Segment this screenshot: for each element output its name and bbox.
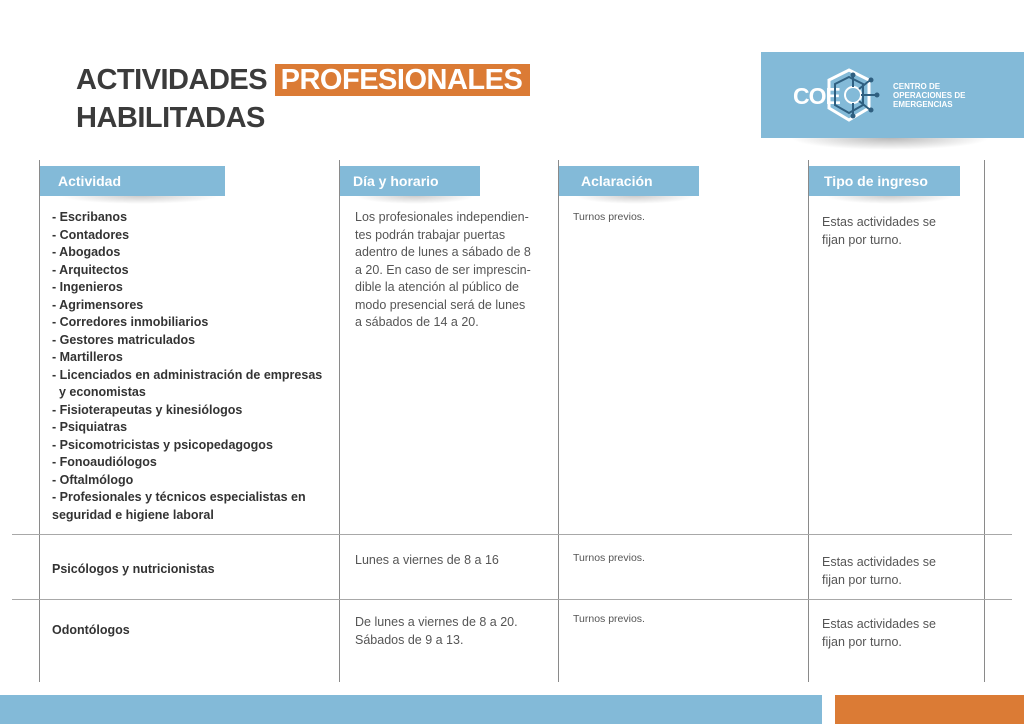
title-line2: HABILITADAS — [76, 102, 265, 134]
list-item: - Psicomotricistas y psicopedagogos — [52, 437, 273, 452]
list-item: - Profesionales y técnicos especialistas en — [52, 490, 306, 504]
page-title — [76, 62, 530, 138]
list-item: - Martilleros — [52, 350, 123, 364]
list-item: - Corredores inmobiliarios — [52, 315, 209, 329]
actividad-cell: Odontólogos — [52, 623, 130, 637]
actividad-list — [52, 209, 322, 524]
virus-shield-icon — [823, 68, 891, 124]
row-divider — [12, 534, 1012, 535]
dia-cell: De lunes a viernes de 8 a 20. Sábados de 9 a 13. — [355, 615, 518, 647]
list-item: - Abogados — [52, 245, 121, 259]
header-shadow — [825, 196, 955, 204]
list-item: - Agrimensores — [52, 297, 144, 312]
dia-cell: Lunes a viernes de 8 a 16 — [355, 553, 499, 567]
tipo-cell: Estas actividades se fijan por turno. — [822, 215, 936, 247]
header-actividad: Actividad — [40, 166, 225, 196]
list-item: - Escribanos — [52, 210, 128, 224]
footer-bar-orange — [835, 695, 1024, 724]
actividad-cell: Psicólogos y nutricionistas — [52, 562, 215, 576]
list-item: - Oftalmólogo — [52, 472, 134, 487]
list-item: - Licenciados en administración de empresas — [52, 367, 323, 382]
list-item: - Fisioterapeutas y kinesiólogos — [52, 402, 243, 417]
header-shadow — [575, 196, 695, 204]
header-aclaracion: Aclaración — [559, 166, 699, 196]
logo-mark: COE — [793, 83, 840, 109]
dia-cell: Los profesionales independien- tes podrán trabajar puertas adentro de lunes a sábado de 8 a 20. En caso de ser imprescin- dible la atención al público de modo presencial será de lunes a sábados de 14 a 20. — [355, 210, 531, 329]
header-shadow — [355, 196, 475, 204]
tipo-cell: Estas actividades se fijan por turno. — [822, 617, 936, 649]
logo-shadow — [790, 138, 990, 150]
col-divider — [558, 160, 559, 682]
row-divider — [12, 599, 1012, 600]
col-divider — [984, 160, 985, 682]
header-dia: Día y horario — [340, 166, 480, 196]
list-item: - Psiquiatras — [52, 420, 128, 434]
header-tipo: Tipo de ingreso — [809, 166, 960, 196]
col-divider — [39, 160, 40, 682]
logo-text: CENTRO DE OPERACIONES DE EMERGENCIAS — [893, 82, 966, 109]
list-item: - Ingenieros — [52, 280, 123, 294]
tipo-cell: Estas actividades se fijan por turno. — [822, 555, 936, 587]
col-divider — [339, 160, 340, 682]
list-item: - Arquitectos — [52, 262, 129, 277]
col-divider — [808, 160, 809, 682]
header-shadow — [60, 196, 220, 204]
aclaracion-cell: Turnos previos. — [573, 211, 645, 223]
aclaracion-cell: Turnos previos. — [573, 552, 645, 564]
aclaracion-cell: Turnos previos. — [573, 613, 645, 625]
title-plain: ACTIVIDADES — [76, 64, 268, 96]
list-item: y economistas — [52, 385, 146, 399]
list-item: - Contadores — [52, 227, 130, 242]
list-item: seguridad e higiene laboral — [52, 507, 214, 522]
footer-bar-blue — [0, 695, 822, 724]
list-item: - Fonoaudiólogos — [52, 455, 157, 469]
list-item: - Gestores matriculados — [52, 332, 196, 347]
title-highlight: PROFESIONALES — [275, 64, 531, 96]
coe-logo-box — [761, 52, 1024, 138]
